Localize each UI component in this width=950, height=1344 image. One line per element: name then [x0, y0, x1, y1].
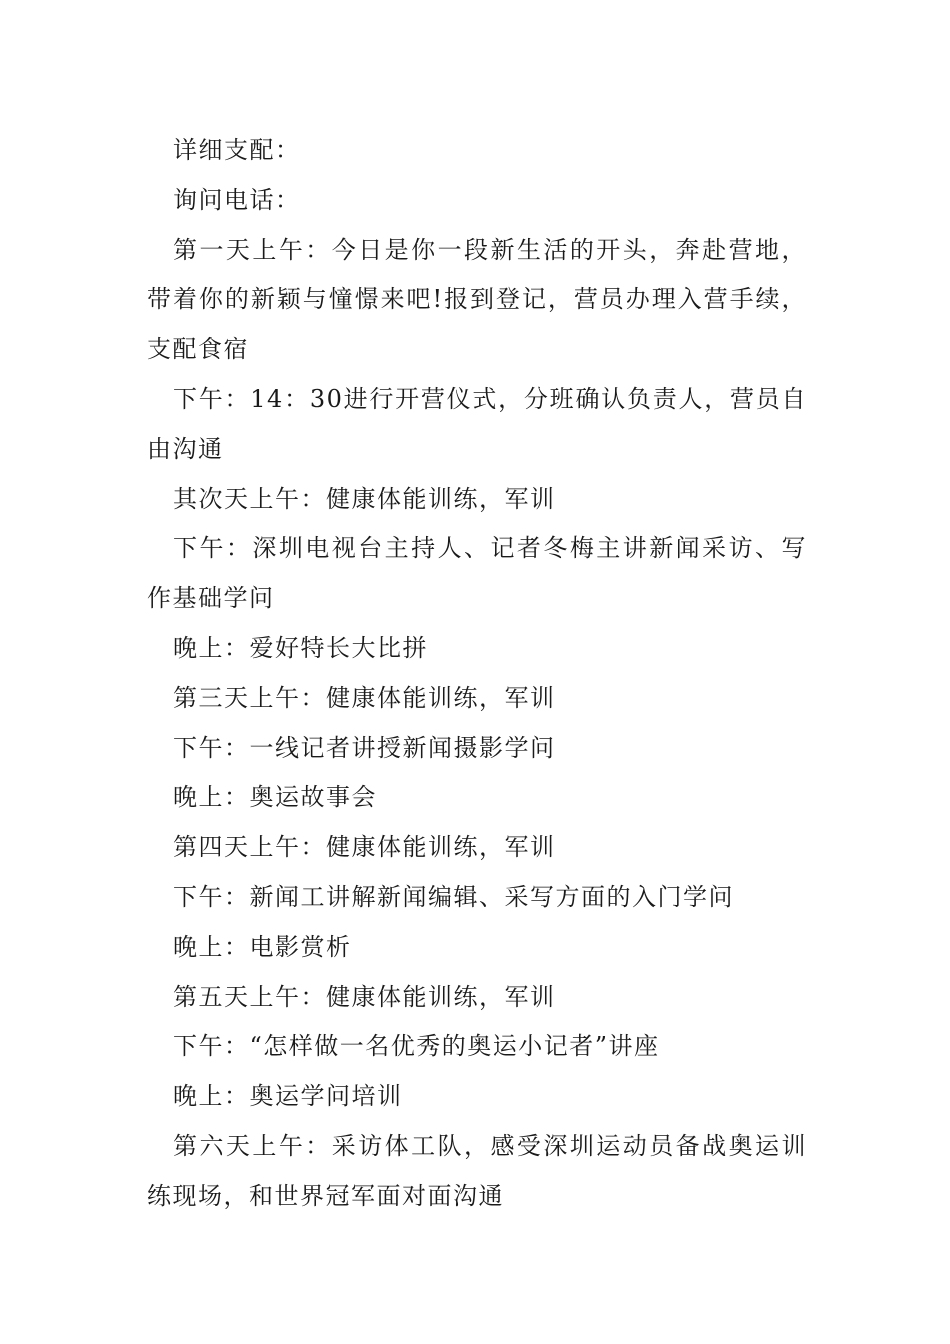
paragraph-day5-evening: 晚上：奥运学问培训 — [173, 1082, 403, 1111]
paragraph-day3-evening: 晚上：奥运故事会 — [173, 783, 377, 812]
paragraph-day2-evening: 晚上：爱好特长大比拼 — [173, 633, 428, 662]
paragraph-day3-afternoon: 下午：一线记者讲授新闻摄影学问 — [173, 733, 556, 762]
document-body — [147, 126, 807, 1222]
paragraph-day1-morning: 第一天上午：今日是你一段新生活的开头，奔赴营地，带着你的新颖与憧憬来吧!报到登记，营员办理入营手续，支配食宿 — [147, 235, 807, 364]
paragraph-day6-morning: 第六天上午：采访体工队，感受深圳运动员备战奥运训练现场，和世界冠军面对面沟通 — [147, 1131, 807, 1210]
paragraph-day5-afternoon: 下午：“怎样做一名优秀的奥运小记者”讲座 — [173, 1032, 660, 1061]
paragraph-arrangement: 详细支配： — [173, 136, 301, 164]
paragraph-day5-morning: 第五天上午：健康体能训练，军训 — [173, 982, 556, 1011]
paragraph-day3-morning: 第三天上午：健康体能训练，军训 — [173, 683, 556, 712]
paragraph-day2-morning: 其次天上午：健康体能训练，军训 — [173, 484, 556, 513]
paragraph-day4-evening: 晚上：电影赏析 — [173, 932, 352, 961]
paragraph-day1-afternoon: 下午：14：30进行开营仪式，分班确认负责人，营员自由沟通 — [147, 384, 807, 463]
paragraph-day4-morning: 第四天上午：健康体能训练，军训 — [173, 833, 556, 862]
paragraph-phone: 询问电话： — [173, 185, 301, 214]
paragraph-day4-afternoon: 下午：新闻工讲解新闻编辑、采写方面的入门学问 — [173, 882, 734, 911]
paragraph-day2-afternoon: 下午：深圳电视台主持人、记者冬梅主讲新闻采访、写作基础学问 — [147, 534, 807, 613]
